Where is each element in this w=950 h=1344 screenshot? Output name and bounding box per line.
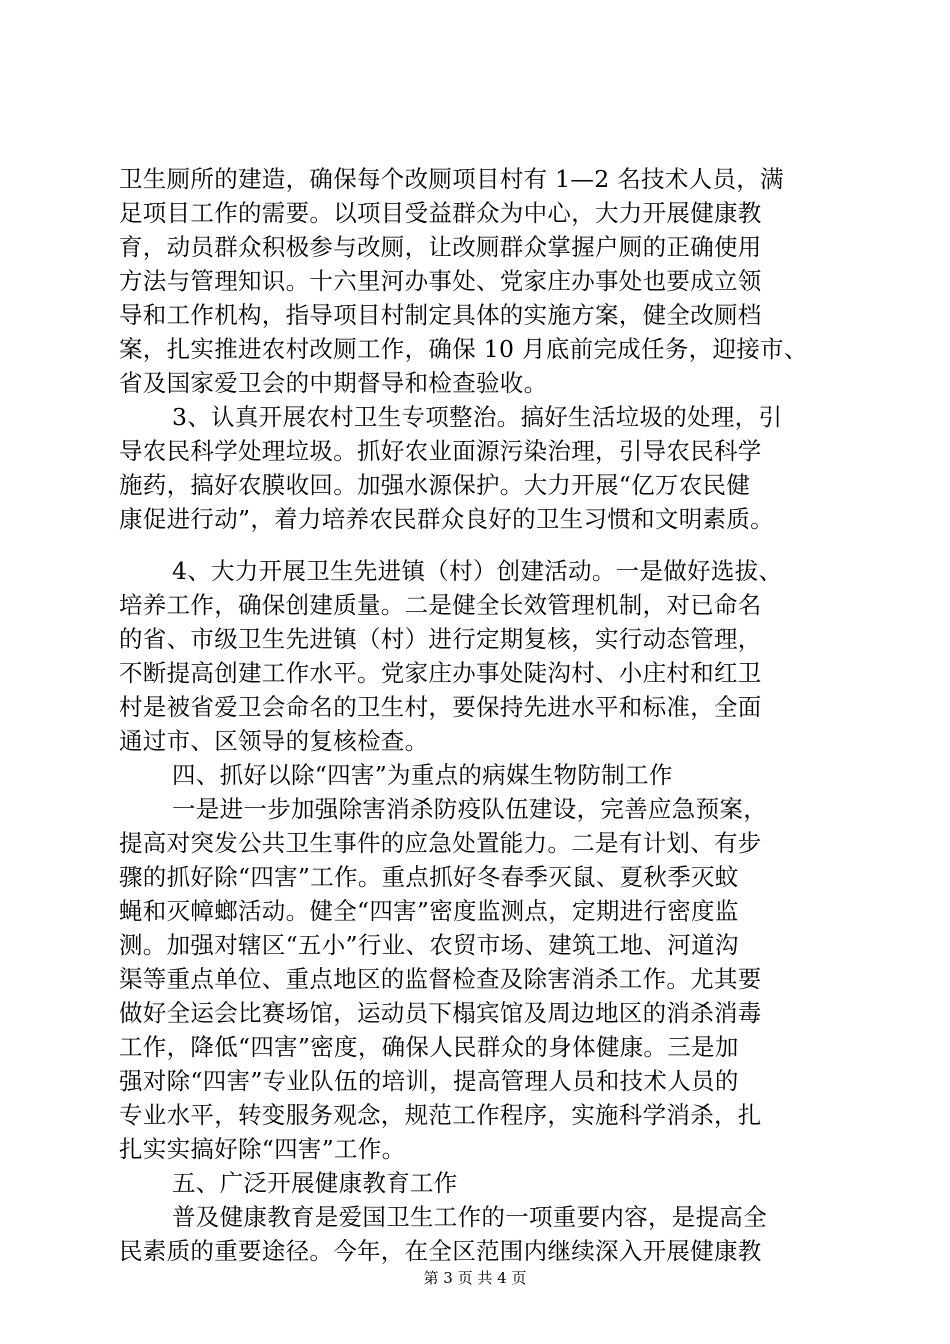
text-line: 导和工作机构，指导项目村制定具体的实施方案，健全改厕档 bbox=[119, 301, 762, 329]
text-line: 的省、市级卫生先进镇（村）进行定期复核，实行动态管理， bbox=[119, 625, 762, 653]
text-line: 渠等重点单位、重点地区的监督检查及除害消杀工作。尤其要 bbox=[119, 965, 762, 993]
text-line: 蝇和灭幛螂活动。健全“四害”密度监测点，定期进行密度监 bbox=[119, 897, 739, 925]
page-number-footer: 第 3 页 共 4 页 bbox=[423, 1269, 527, 1287]
paragraph-heading: 3、认真开展农村卫生专项整治。搞好生活垃圾的处理，引 bbox=[172, 403, 783, 431]
text-line: 施药，搞好农膜收回。加强水源保护。大力开展“亿万农民健 bbox=[119, 471, 751, 499]
text-line: 卫生厕所的建造，确保每个改厕项目村有 1—2 名技术人员，满 bbox=[119, 165, 784, 193]
text-line: 测。加强对辖区“五小”行业、农贸市场、建筑工地、河道沟 bbox=[119, 931, 739, 959]
text-line: 方法与管理知识。十六里河办事处、党家庄办事处也要成立领 bbox=[119, 267, 762, 295]
text-line: 省及国家爱卫会的中期督导和检查验收。 bbox=[119, 369, 548, 397]
section-heading: 四、抓好以除“四害”为重点的病媒生物防制工作 bbox=[172, 761, 673, 789]
text-line: 普及健康教育是爱国卫生工作的一项重要内容，是提高全 bbox=[172, 1203, 767, 1231]
text-line: 做好全运会比赛场馆，运动员下榻宾馆及周边地区的消杀消毒 bbox=[119, 999, 762, 1027]
text-line: 民素质的重要途径。今年，在全区范围内继续深入开展健康教 bbox=[119, 1237, 762, 1265]
text-line: 专业水平，转变服务观念，规范工作程序，实施科学消杀，扎 bbox=[119, 1101, 762, 1129]
text-line: 工作，降低“四害”密度，确保人民群众的身体健康。三是加 bbox=[119, 1033, 739, 1061]
text-line: 骤的抓好除“四害”工作。重点抓好冬春季灭鼠、夏秋季灭蚊 bbox=[119, 863, 739, 891]
text-line: 育，动员群众积极参与改厕，让改厕群众掌握户厕的正确使用 bbox=[119, 233, 762, 261]
text-line: 提高对突发公共卫生事件的应急处置能力。二是有计划、有步 bbox=[119, 829, 762, 857]
text-line: 案，扎实推进农村改厕工作，确保 10 月底前完成任务，迎接市、 bbox=[119, 335, 808, 363]
section-heading: 五、广泛开展健康教育工作 bbox=[172, 1169, 458, 1197]
text-line: 通过市、区领导的复核检查。 bbox=[119, 727, 429, 755]
text-line: 一是进一步加强除害消杀防疫队伍建设，完善应急预案， bbox=[172, 795, 767, 823]
text-line: 足项目工作的需要。以项目受益群众为中心，大力开展健康教 bbox=[119, 199, 762, 227]
text-line: 导农民科学处理垃圾。抓好农业面源污染治理，引导农民科学 bbox=[119, 437, 762, 465]
text-line: 不断提高创建工作水平。党家庄办事处陡沟村、小庄村和红卫 bbox=[119, 659, 762, 687]
text-line: 强对除“四害”专业队伍的培训，提高管理人员和技术人员的 bbox=[119, 1067, 739, 1095]
text-line: 康促进行动”，着力培养农民群众良好的卫生习惯和文明素质。 bbox=[119, 505, 774, 533]
text-line: 培养工作，确保创建质量。二是健全长效管理机制，对已命名 bbox=[119, 591, 762, 619]
text-line: 扎实实搞好除“四害”工作。 bbox=[119, 1135, 406, 1163]
paragraph-heading: 4、大力开展卫生先进镇（村）创建活动。一是做好选拔、 bbox=[172, 557, 783, 585]
text-line: 村是被省爱卫会命名的卫生村，要保持先进水平和标准，全面 bbox=[119, 693, 762, 721]
